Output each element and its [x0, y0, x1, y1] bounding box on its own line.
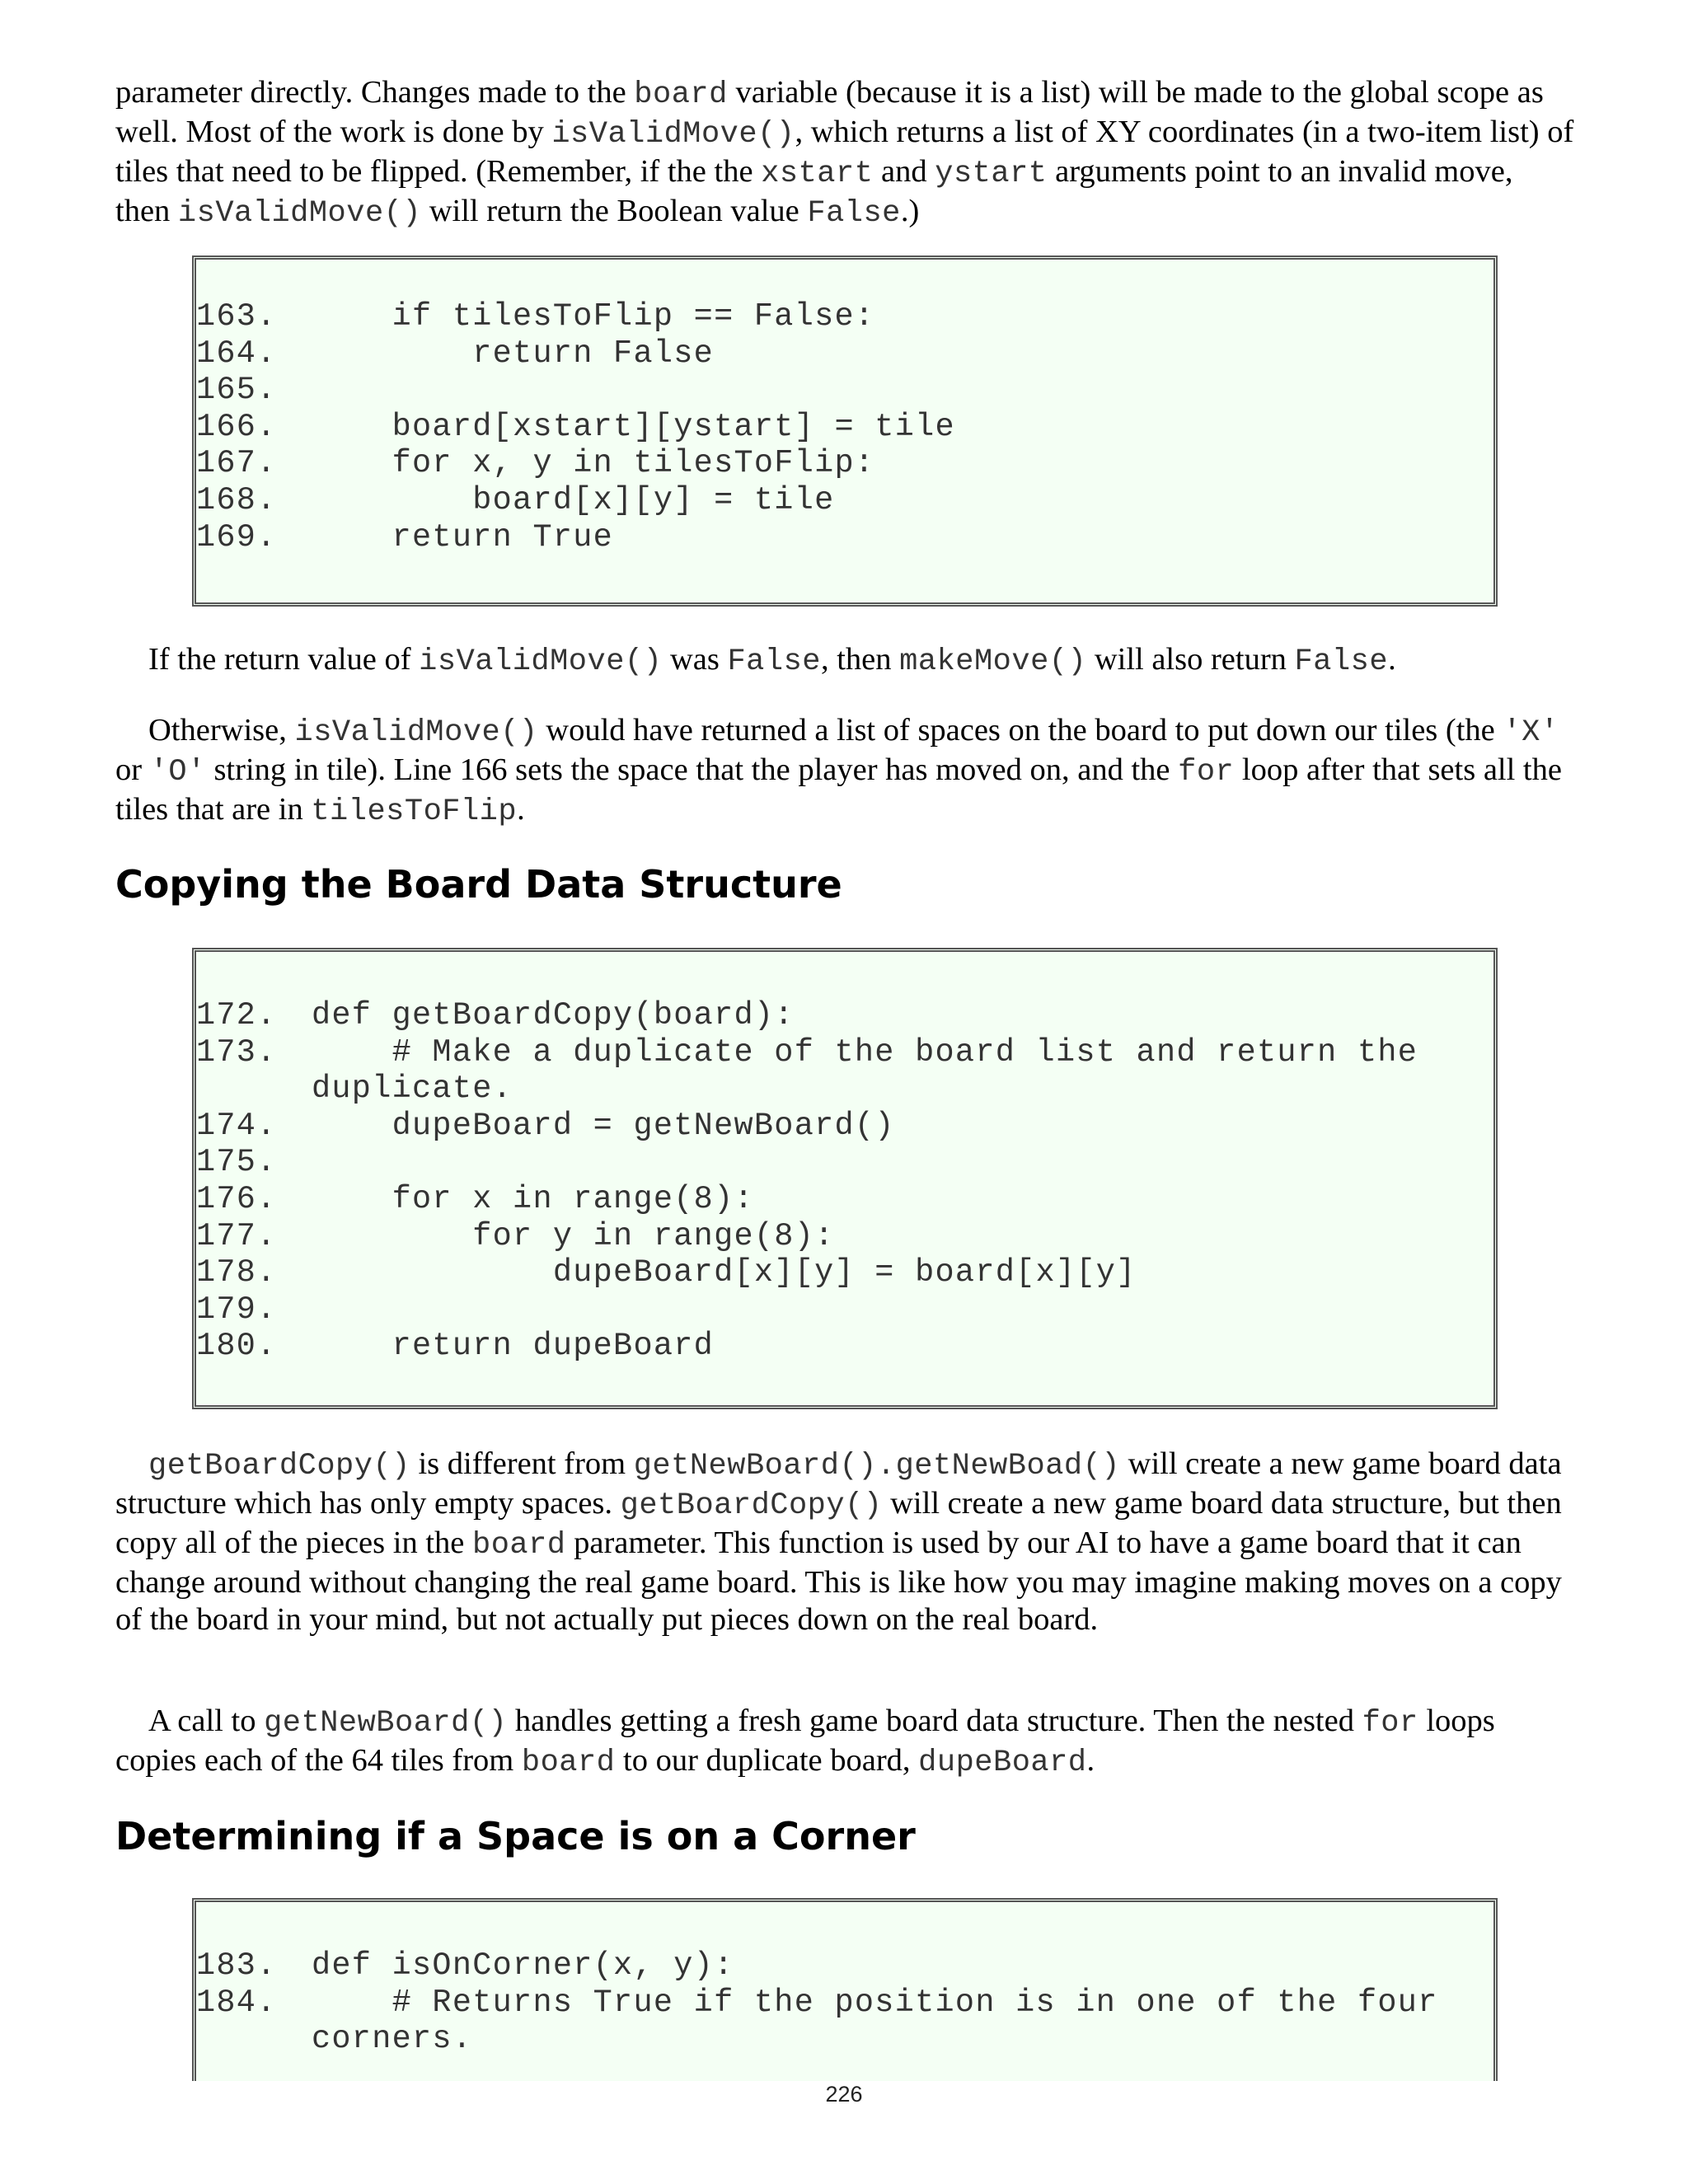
code-text: def getBoardCopy(board):: [312, 997, 795, 1033]
line-number: 184.: [196, 1984, 277, 2021]
inline-code: for: [1178, 755, 1235, 790]
code-line: [196, 298, 874, 335]
paragraph-text: will create a new game board data structure which has only empty spaces.: [115, 1446, 1562, 1521]
code-line: [196, 519, 613, 556]
code-line: [196, 1108, 895, 1145]
line-number: 173.: [196, 1033, 277, 1071]
paragraph-text: If the return value of: [148, 642, 420, 677]
inline-code: for: [1362, 1706, 1418, 1741]
paragraph-text: arguments point to an invalid move, then: [115, 154, 1513, 228]
inline-code: False: [807, 196, 901, 231]
paragraph-text: .: [1086, 1743, 1095, 1778]
paragraph-text: A call to: [148, 1704, 265, 1738]
line-number: 172.: [196, 997, 277, 1033]
inline-code: isValidMove(): [294, 715, 538, 750]
code-text: # Returns True if the position is in one of the four: [312, 1984, 1438, 2021]
code-block-makemove: [192, 255, 1498, 607]
line-number: 174.: [196, 1107, 277, 1144]
line-number: 175.: [196, 1144, 277, 1181]
paragraph-text: or: [115, 752, 150, 787]
inline-code: xstart: [761, 157, 874, 191]
paragraph-text: was: [662, 642, 728, 677]
code-line: [196, 409, 955, 446]
line-number: 179.: [196, 1291, 277, 1328]
paragraph-text: handles getting a fresh game board data structure. Then the nested: [507, 1704, 1362, 1738]
code-text: board[x][y] = tile: [312, 482, 835, 518]
paragraph-text: loops copies each of the 64 tiles from: [115, 1704, 1495, 1778]
line-number: 176.: [196, 1181, 277, 1217]
line-number: 166.: [196, 408, 277, 445]
code-text: return False: [312, 335, 715, 372]
code-text: for x, y in tilesToFlip:: [312, 445, 875, 482]
inline-code: isValidMove(): [419, 644, 663, 679]
code-text: return True: [312, 518, 614, 555]
code-line: [196, 1181, 754, 1218]
section-heading-copying-board: Copying the Board Data Structure: [115, 862, 842, 907]
code-line: [196, 1947, 734, 1985]
code-line: [196, 1034, 1418, 1071]
inline-code: False: [727, 644, 821, 679]
inline-code: board: [634, 77, 728, 112]
code-text: for x in range(8):: [312, 1181, 754, 1217]
paragraph-text: and: [873, 154, 935, 189]
line-number: 180.: [196, 1328, 277, 1365]
code-line: [196, 1144, 312, 1181]
paragraph-return-false: [115, 641, 1574, 681]
code-line: [196, 482, 835, 519]
line-number: 178.: [196, 1254, 277, 1291]
paragraph-text: .: [1388, 642, 1396, 677]
inline-code: getBoardCopy(): [620, 1488, 883, 1523]
paragraph-text: variable (because it is a list) will be made to the global scope as well. Most of the work is done by: [115, 75, 1544, 149]
paragraph-text: is different from: [410, 1446, 634, 1481]
code-text: if tilesToFlip == False:: [312, 298, 875, 335]
code-block-isoncorner: [192, 1898, 1498, 2081]
paragraph-getnewboard-call: [115, 1703, 1574, 1782]
code-line: [196, 1254, 1137, 1291]
paragraph-text: .: [517, 792, 525, 827]
paragraph-text: to our duplicate board,: [615, 1743, 919, 1778]
line-number: 183.: [196, 1947, 277, 1984]
code-line: [196, 1328, 714, 1365]
paragraph-text: loop after that sets all the tiles that are in: [115, 752, 1562, 827]
code-line: [196, 1071, 513, 1108]
line-number: 168.: [196, 482, 277, 518]
line-number: 167.: [196, 445, 277, 482]
line-number: 163.: [196, 298, 277, 335]
inline-code: False: [1294, 644, 1389, 679]
paragraph-otherwise: [115, 712, 1574, 831]
inline-code: tilesToFlip: [311, 794, 518, 829]
inline-code: 'X': [1503, 715, 1559, 750]
code-text: corners.: [312, 2021, 473, 2058]
inline-code: isValidMove(): [551, 117, 795, 152]
code-text: # Make a duplicate of the board list and return the: [312, 1033, 1418, 1071]
paragraph-text: parameter. This function is used by our AI to have a game board that it can change around without changing the real game board. This is like how you may imagine making moves on a copy of the board in your mind, but not actually put pieces down on the real board.: [115, 1526, 1562, 1637]
code-line: [196, 445, 874, 482]
inline-code: dupeBoard: [918, 1746, 1087, 1780]
code-line: [196, 335, 714, 373]
inline-code: ystart: [935, 157, 1048, 191]
code-line: [196, 1985, 1438, 2022]
inline-code: getNewBoard(): [264, 1706, 508, 1741]
paragraph-text: would have returned a list of spaces on the board to put down our tiles (the: [537, 713, 1503, 748]
paragraph-getboardcopy-explanation: [115, 1446, 1574, 1638]
inline-code: getBoardCopy(): [148, 1449, 410, 1483]
code-line: [196, 372, 312, 409]
code-line: [196, 1291, 312, 1329]
code-text: return dupeBoard: [312, 1328, 715, 1365]
inline-code: 'O': [149, 755, 206, 790]
code-text: duplicate.: [312, 1071, 513, 1108]
inline-code: board: [471, 1528, 566, 1563]
code-line: [196, 997, 795, 1034]
code-text: board[xstart][ystart] = tile: [312, 408, 955, 445]
paragraph-text: parameter directly. Changes made to the: [115, 75, 635, 110]
paragraph-text: will return the Boolean value: [421, 194, 808, 228]
paragraph-text: string in tile). Line 166 sets the space that the player has moved on, and the: [205, 752, 1179, 787]
paragraph-text: Otherwise,: [148, 713, 295, 748]
paragraph-makemove-explanation: [115, 74, 1574, 232]
inline-code: board: [521, 1746, 616, 1780]
inline-code: getNewBoard().getNewBoad(): [633, 1449, 1121, 1483]
code-block-getboardcopy: [192, 948, 1498, 1409]
paragraph-text: will also return: [1086, 642, 1295, 677]
code-text: for y in range(8):: [312, 1217, 835, 1254]
paragraph-text: .): [900, 194, 920, 228]
code-text: def isOnCorner(x, y):: [312, 1947, 734, 1984]
line-number: 169.: [196, 518, 277, 555]
line-number: 177.: [196, 1217, 277, 1254]
inline-code: isValidMove(): [177, 196, 422, 231]
paragraph-text: , then: [820, 642, 900, 677]
code-text: dupeBoard[x][y] = board[x][y]: [312, 1254, 1137, 1291]
paragraph-text: , which returns a list of XY coordinates (in a two-item list) of tiles that need to be flipped. (Remember, if the the: [115, 115, 1574, 189]
code-text: dupeBoard = getNewBoard(): [312, 1107, 895, 1144]
page-number: 226: [825, 2082, 863, 2107]
line-number: 165.: [196, 372, 277, 409]
code-line: [196, 1218, 835, 1255]
line-number: 164.: [196, 335, 277, 372]
section-heading-corner: Determining if a Space is on a Corner: [115, 1814, 916, 1858]
code-line: [196, 2021, 472, 2058]
inline-code: makeMove(): [899, 644, 1087, 679]
paragraph-text: will create a new game board data structure, but then copy all of the pieces in the: [115, 1486, 1562, 1560]
